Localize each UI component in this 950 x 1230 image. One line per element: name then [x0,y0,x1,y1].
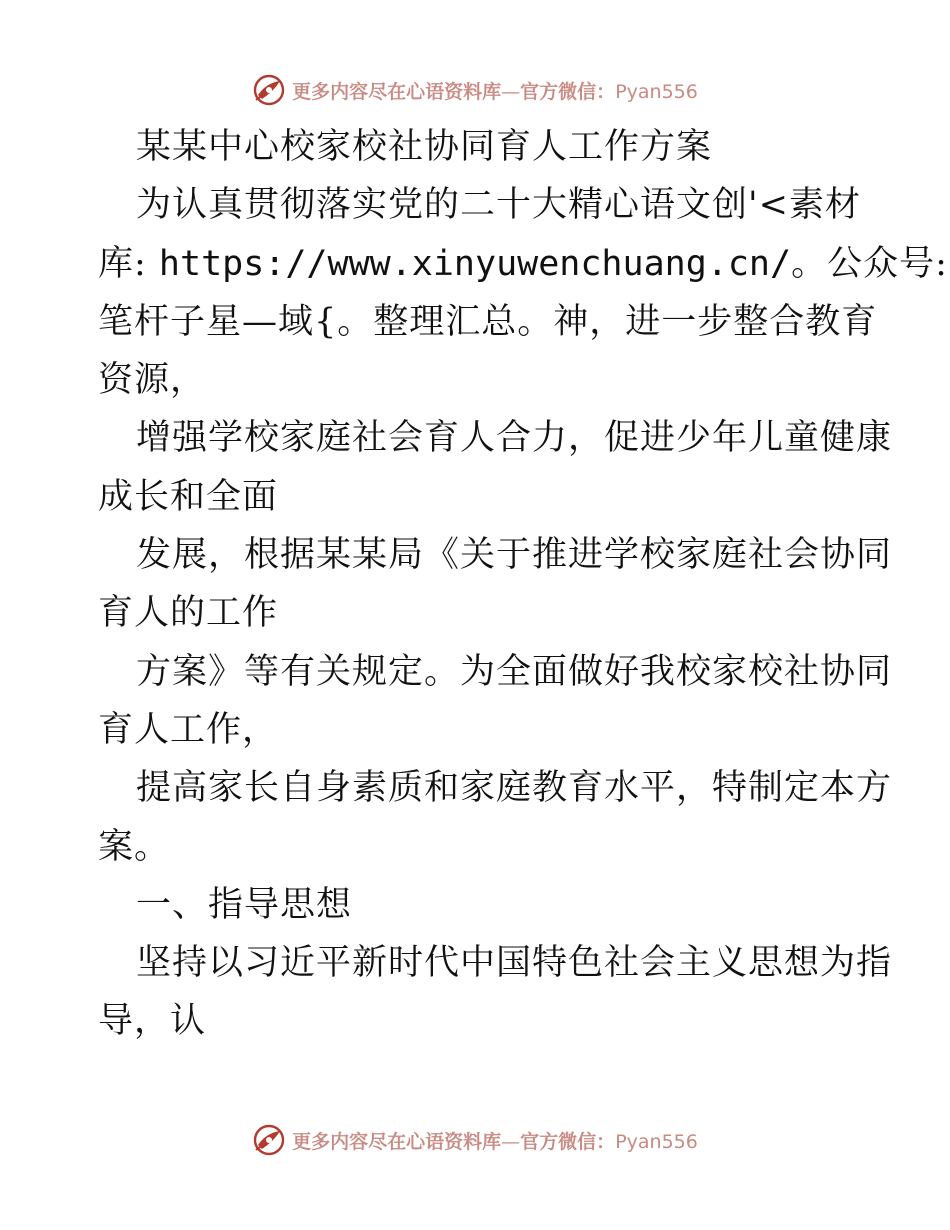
watermark-text [292,1127,698,1154]
paragraph-2-line-2: 成长和全面 [98,476,279,517]
source-url: https://www.xinyuwenchuang.cn/ [158,243,792,284]
paragraph-1-line-3: 笔杆子星—域{。整理汇总。神，进一步整合教育 [98,301,878,342]
watermark-account: Pyan556 [615,80,698,103]
watermark-text [292,77,698,104]
header-watermark [0,70,950,110]
footer-watermark [0,1120,950,1160]
paragraph-1-line-4: 资源， [98,360,207,401]
watermark-brand: 更多内容尽在心语资料库 [292,80,502,103]
paragraph-3-line-2: 育人的工作 [98,593,279,634]
paragraph-5-line-1: 提高家长自身素质和家庭教育水平，特制定本方 [136,768,893,809]
paragraph-6-line-2: 导，认 [98,1001,207,1042]
paragraph-3-line-1: 发展，根据某某局《关于推进学校家庭社会协同 [136,535,893,576]
document-body [98,118,948,1051]
pen-nib-circle-logo-icon [252,73,286,107]
pen-nib-circle-logo-icon [252,1123,286,1157]
paragraph-1-line-2 [98,235,948,293]
paragraph-4-line-2: 育人工作， [98,709,279,750]
watermark-dash: — [501,1130,521,1153]
section-1-heading: 一、指导思想 [136,884,353,925]
paragraph-4-line-1: 方案》等有关规定。为全面做好我校家校社协同 [136,651,893,692]
watermark-account-label: 官方微信： [520,80,616,103]
watermark-account-label: 官方微信： [520,1130,616,1153]
paragraph-5-line-2: 案。 [98,826,171,867]
document-title: 某某中心校家校社协同育人工作方案 [136,127,713,167]
p1-prefix: 库: [98,243,159,284]
paragraph-2-line-1: 增强学校家庭社会育人合力，促进少年儿童健康 [136,418,893,459]
paragraph-1-line-1: 为认真贯彻落实党的二十大精心语文创'<素材 [136,185,861,226]
watermark-account: Pyan556 [615,1130,698,1153]
p1-suffix: 。公众号: [791,243,948,284]
watermark-dash: — [501,80,521,103]
paragraph-6-line-1: 坚持以习近平新时代中国特色社会主义思想为指 [136,943,893,984]
watermark-brand: 更多内容尽在心语资料库 [292,1130,502,1153]
